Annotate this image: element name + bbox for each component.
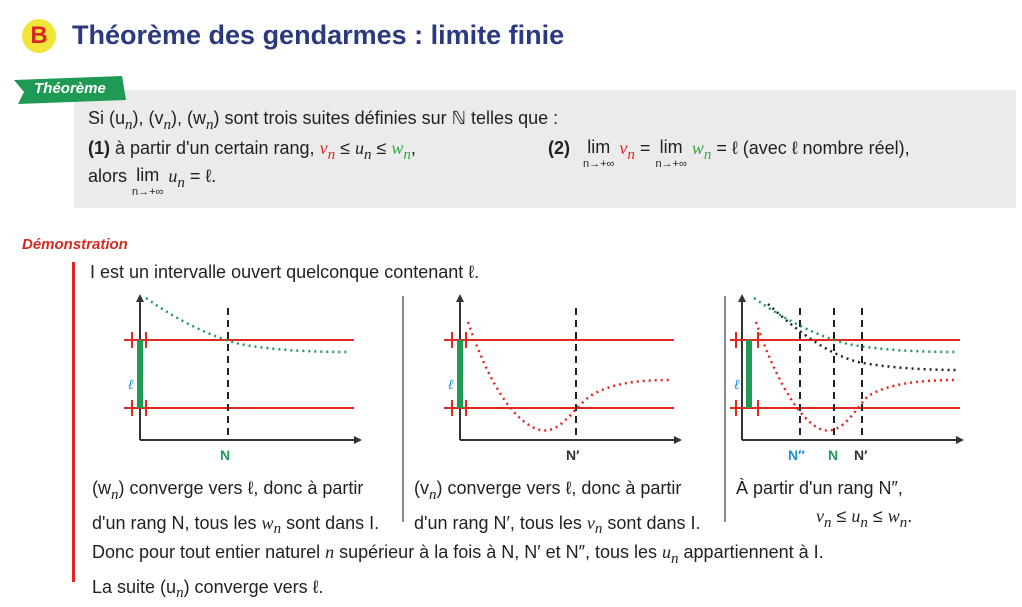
graph-uvw (728, 292, 978, 472)
graph-v (430, 292, 680, 472)
section-badge: B (22, 19, 56, 53)
caption-w: $(w_n)$ converge vers ℓ, donc à partir d'un rang N, tous les $w_n$ sont dans I. (92, 478, 380, 538)
graph-v-x-label: N′ (566, 447, 580, 463)
graph-v-ell-label: ℓ (448, 378, 454, 393)
theorem-condition-1: (1) à partir d'un certain rang, $v_n \le u_n \le w_n$, (88, 138, 416, 163)
graph-uvw-x-label-3: N′ (854, 447, 868, 463)
graph-w-x-label: N (220, 447, 231, 463)
demonstration-bar (72, 262, 75, 582)
graph-uvw-x-label-2: N (828, 447, 839, 463)
demonstration-title: Démonstration (22, 236, 128, 253)
section-title: Théorème des gendarmes : limite finie (72, 20, 565, 50)
graph-uvw-x-label-1: N″ (788, 447, 805, 463)
theorem-tag-label: Théorème (34, 80, 106, 97)
graph-w (110, 292, 360, 472)
column-divider-1 (402, 296, 404, 522)
caption-uvw: À partir d'un rang N″, $v_n \le u_n \le w_n$. (736, 478, 913, 531)
conclusion: Donc pour tout entier naturel n supérieur à la fois à N, N′ et N″, tous les $u_n$ appartiennent à I. La suite $(u_n)$ converge vers ℓ. (92, 542, 824, 602)
theorem-line-1: Si $(u_n)$, $(v_n)$, $(w_n)$ sont trois suites définies sur ℕ telles que : (88, 108, 559, 133)
caption-v: $(v_n)$ converge vers ℓ, donc à partir d'un rang N′, tous les $v_n$ sont dans I. (414, 478, 701, 538)
theorem-conclusion: alors lim n→+∞ $u_n$ = ℓ. (88, 165, 217, 198)
theorem-condition-2: (2) lim n→+∞ $v_n$ = lim n→+∞ $w_n$ = ℓ (avec ℓ nombre réel), (548, 137, 910, 170)
graph-uvw-ell-label: ℓ (734, 378, 740, 393)
demonstration-intro: I est un intervalle ouvert quelconque contenant ℓ. (90, 262, 480, 282)
column-divider-2 (724, 296, 726, 522)
graph-w-ell-label: ℓ (128, 378, 134, 393)
